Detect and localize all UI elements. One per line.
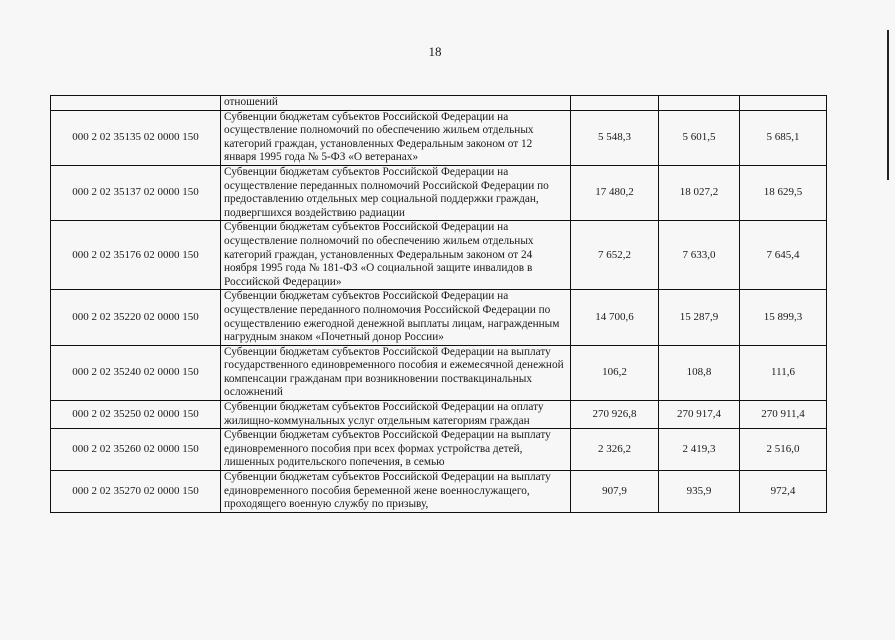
table-row	[51, 165, 827, 220]
table-row	[51, 221, 827, 290]
page-number: 18	[428, 44, 442, 59]
value-cell-1: 7 652,2	[571, 221, 659, 290]
code-cell: 000 2 02 35135 02 0000 150	[51, 110, 221, 165]
description-cell: Субвенции бюджетам субъектов Российской Федерации на осуществление полномочий по обеспечению жильем отдельных категорий граждан, установленных Федеральным законом от 24 ноября 1995 года № 181-ФЗ «О социальной защите инвалидов в Российской Федерации»	[221, 221, 571, 290]
value-cell-3: 18 629,5	[740, 165, 827, 220]
value-cell-2: 15 287,9	[659, 290, 740, 345]
value-cell-2: 18 027,2	[659, 165, 740, 220]
value-cell-3: 972,4	[740, 471, 827, 513]
value-cell-1: 2 326,2	[571, 429, 659, 471]
table-row-continuation	[51, 96, 827, 111]
code-cell: 000 2 02 35260 02 0000 150	[51, 429, 221, 471]
value-cell-2	[659, 96, 740, 111]
value-cell-3: 15 899,3	[740, 290, 827, 345]
value-cell-3: 270 911,4	[740, 401, 827, 429]
table-row	[51, 401, 827, 429]
scan-edge-mark	[887, 30, 889, 180]
code-cell: 000 2 02 35220 02 0000 150	[51, 290, 221, 345]
value-cell-2: 7 633,0	[659, 221, 740, 290]
description-cell: Субвенции бюджетам субъектов Российской Федерации на осуществление полномочий по обеспечению жильем отдельных категорий граждан, установленных Федеральным законом от 12 января 1995 года № 5-ФЗ «О ветеранах»	[221, 110, 571, 165]
value-cell-2: 935,9	[659, 471, 740, 513]
value-cell-3: 2 516,0	[740, 429, 827, 471]
description-cell: Субвенции бюджетам субъектов Российской Федерации на выплату единовременного пособия беременной жене военнослужащего, проходящего военную службу по призыву,	[221, 471, 571, 513]
value-cell-1	[571, 96, 659, 111]
code-cell	[51, 96, 221, 111]
code-cell: 000 2 02 35176 02 0000 150	[51, 221, 221, 290]
value-cell-1: 907,9	[571, 471, 659, 513]
value-cell-2: 5 601,5	[659, 110, 740, 165]
value-cell-2: 108,8	[659, 345, 740, 400]
description-cell: Субвенции бюджетам субъектов Российской Федерации на осуществление переданных полномочий Российской Федерации по предоставлению отдельных мер социальной поддержки граждан, подвергшихся воздействию радиации	[221, 165, 571, 220]
value-cell-3	[740, 96, 827, 111]
value-cell-2: 270 917,4	[659, 401, 740, 429]
description-cell: Субвенции бюджетам субъектов Российской Федерации на оплату жилищно-коммунальных услуг отдельным категориям граждан	[221, 401, 571, 429]
description-cell: Субвенции бюджетам субъектов Российской Федерации на выплату государственного единовременного пособия и ежемесячной денежной компенсации гражданам при возникновении поствакцинальных осложнений	[221, 345, 571, 400]
description-cell: Субвенции бюджетам субъектов Российской Федерации на выплату единовременного пособия при всех формах устройства детей, лишенных родительского попечения, в семью	[221, 429, 571, 471]
value-cell-2: 2 419,3	[659, 429, 740, 471]
value-cell-3: 7 645,4	[740, 221, 827, 290]
table-row	[51, 110, 827, 165]
value-cell-1: 270 926,8	[571, 401, 659, 429]
description-cell: Субвенции бюджетам субъектов Российской Федерации на осуществление переданного полномочия Российской Федерации по осуществлению ежегодной денежной выплаты лицам, награжденным нагрудным знаком «Почетный донор России»	[221, 290, 571, 345]
value-cell-3: 111,6	[740, 345, 827, 400]
table-row	[51, 471, 827, 513]
code-cell: 000 2 02 35137 02 0000 150	[51, 165, 221, 220]
value-cell-1: 14 700,6	[571, 290, 659, 345]
budget-table	[50, 95, 827, 513]
description-cell: отношений	[221, 96, 571, 111]
table-row	[51, 345, 827, 400]
value-cell-1: 17 480,2	[571, 165, 659, 220]
code-cell: 000 2 02 35250 02 0000 150	[51, 401, 221, 429]
value-cell-3: 5 685,1	[740, 110, 827, 165]
code-cell: 000 2 02 35270 02 0000 150	[51, 471, 221, 513]
code-cell: 000 2 02 35240 02 0000 150	[51, 345, 221, 400]
value-cell-1: 5 548,3	[571, 110, 659, 165]
table-row	[51, 290, 827, 345]
table-row	[51, 429, 827, 471]
value-cell-1: 106,2	[571, 345, 659, 400]
